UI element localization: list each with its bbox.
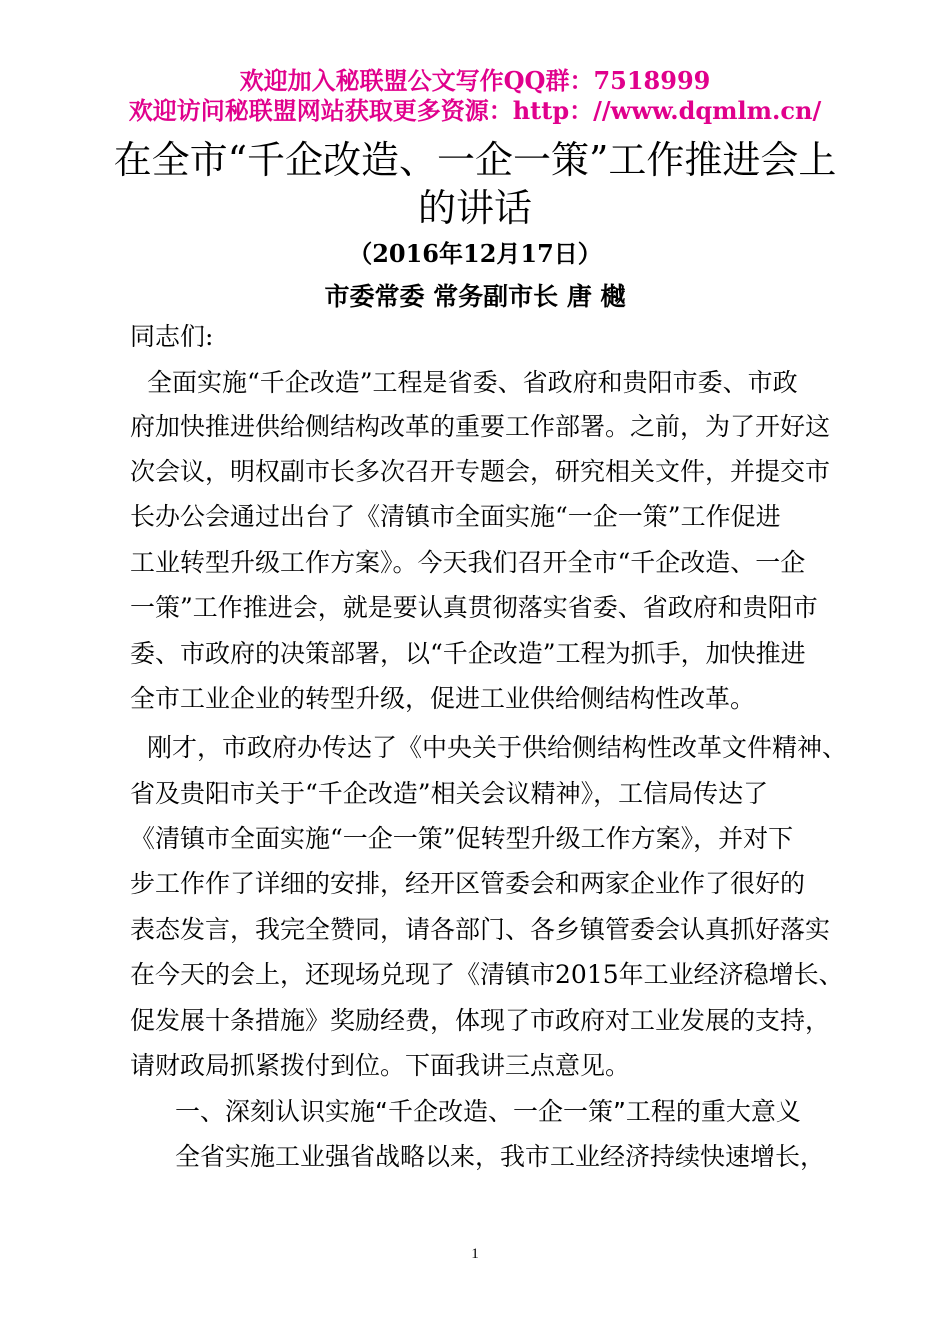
body-line: 步工作作了详细的安排，经开区管委会和两家企业作了很好的 xyxy=(130,869,806,898)
promo-header-website: 欢迎访问秘联盟网站获取更多资源：http：//www.dqmlm.cn/ xyxy=(128,96,822,125)
salutation: 同志们: xyxy=(130,322,214,351)
body-line: 表态发言，我完全赞同，请各部门、各乡镇管委会认真抓好落实 xyxy=(130,915,831,944)
body-line: 促发展十条措施》奖励经费，体现了市政府对工业发展的支持， xyxy=(130,1006,831,1035)
document-title-line-2: 的讲话 xyxy=(417,186,532,230)
body-line: 《清镇市全面实施“一企一策”促转型升级工作方案》，并对下 xyxy=(130,824,794,853)
body-line: 全面实施“千企改造”工程是省委、省政府和贵阳市委、市政 xyxy=(147,368,798,397)
body-line: 府加快推进供给侧结构改革的重要工作部署。之前，为了开好这 xyxy=(130,412,831,441)
body-line: 工业转型升级工作方案》。今天我们召开全市“千企改造、一企 xyxy=(130,548,806,577)
body-line: 一策”工作推进会，就是要认真贯彻落实省委、省政府和贵阳市 xyxy=(130,593,818,622)
promo-header-qq-group: 欢迎加入秘联盟公文写作QQ群：7518999 xyxy=(239,66,711,95)
body-line: 省及贵阳市关于“千企改造”相关会议精神》，工信局传达了 xyxy=(130,779,769,808)
body-line: 在今天的会上，还现场兑现了《清镇市2015年工业经济稳增长、 xyxy=(130,960,844,989)
body-line: 全省实施工业强省战略以来，我市工业经济持续快速增长， xyxy=(175,1142,826,1171)
speech-date: （2016年12月17日） xyxy=(348,239,602,268)
body-line: 刚才，市政府办传达了《中央关于供给侧结构性改革文件精神、 xyxy=(147,733,848,762)
body-line: 长办公会通过出台了《清镇市全面实施“一企一策”工作促进 xyxy=(130,502,781,531)
body-line: 次会议，明权副市长多次召开专题会，研究相关文件，并提交市 xyxy=(130,457,831,486)
body-line: 委、市政府的决策部署，以“千企改造”工程为抓手，加快推进 xyxy=(130,639,806,668)
speech-author: 市委常委 常务副市长 唐 樾 xyxy=(324,282,626,311)
page-number: 1 xyxy=(471,1246,479,1262)
document-title-line-1: 在全市“千企改造、一企一策”工作推进会上 xyxy=(113,138,837,182)
body-line: 请财政局抓紧拨付到位。下面我讲三点意见。 xyxy=(130,1051,631,1080)
body-line: 全市工业企业的转型升级，促进工业供给侧结构性改革。 xyxy=(130,684,756,713)
section-heading-1: 一、深刻认识实施“千企改造、一企一策”工程的重大意义 xyxy=(175,1097,801,1126)
